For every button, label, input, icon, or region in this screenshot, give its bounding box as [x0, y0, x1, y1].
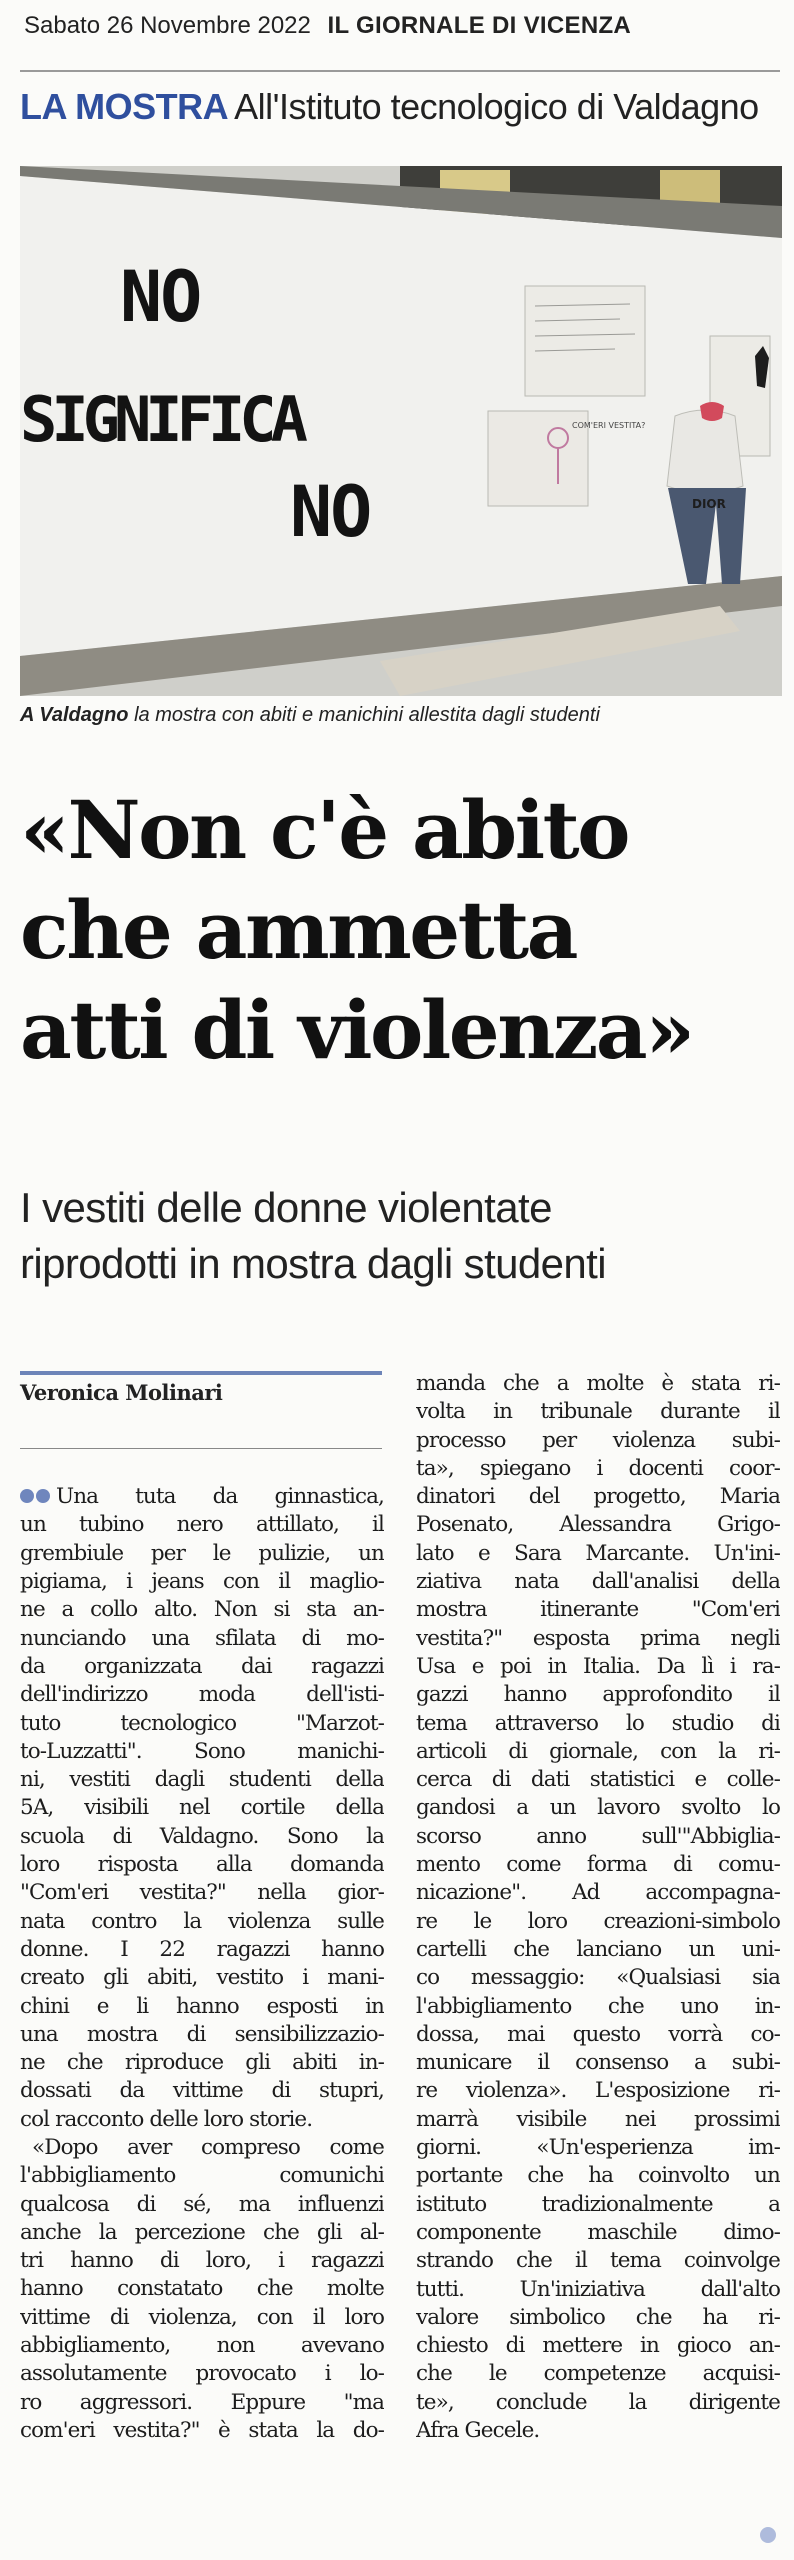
body-line: pigiama, i jeans con il maglio-: [20, 1569, 384, 1595]
body-line: "Com'eri vestita?" nella gior-: [20, 1880, 384, 1906]
headline-line-1: «Non c'è abito: [20, 783, 628, 877]
body-line: strando che il tema coinvolge: [416, 2248, 780, 2274]
body-line: assolutamente provocato i lo-: [20, 2361, 384, 2387]
exhibition-photo-illustration: [20, 166, 782, 696]
body-line: manda che a molte è stata ri-: [416, 1371, 780, 1396]
body-line: com'eri vestita?" è stata la do-: [20, 2417, 384, 2443]
body-line: col racconto delle loro storie.: [20, 2106, 313, 2132]
body-line: dell'indirizzo moda dell'isti-: [20, 1682, 384, 1708]
body-line: processo per violenza subi-: [416, 1427, 780, 1453]
poster-text: COM'ERI VESTITA?: [572, 421, 646, 430]
body-line: hanno constatato che molte: [20, 2276, 384, 2302]
body-line: re le loro creazioni-simbolo: [416, 1908, 780, 1934]
body-line: donne. I 22 ragazzi hanno: [20, 1936, 384, 1962]
body-line: co messaggio: «Qualsiasi sia: [416, 1965, 780, 1991]
body-line: ro aggressori. Eppure "ma: [20, 2389, 384, 2415]
body-line: nunciando una sfilata di mo-: [20, 1625, 384, 1651]
subheadline: [20, 1180, 780, 1292]
body-line: valore simbolico che ha ri-: [416, 2304, 780, 2330]
headline: [20, 780, 780, 1080]
body-line: una mostra di sensibilizzazio-: [20, 2021, 384, 2047]
jeans-label: DIOR: [692, 497, 726, 511]
section-kicker: [20, 86, 780, 136]
body-line: tutti. Un'iniziativa dall'alto: [416, 2276, 780, 2302]
body-line: dossati da vittime di stupri,: [20, 2078, 384, 2104]
body-line: lato e Sara Marcante. Un'ini-: [416, 1540, 780, 1566]
byline-accent-bar: [20, 1371, 382, 1375]
body-line: cerca di dati statistici e colle-: [416, 1767, 780, 1793]
body-line: tri hanno di loro, i ragazzi: [20, 2248, 384, 2274]
body-line: dinatori del progetto, Maria: [416, 1484, 780, 1510]
body-line: mento come forma di comu-: [416, 1852, 780, 1878]
body-line: tuto tecnologico "Marzot-: [20, 1710, 384, 1736]
body-line: gazzi hanno approfondito il: [416, 1682, 780, 1708]
body-line: marrà visibile nei prossimi: [416, 2106, 780, 2132]
byline-rule: [20, 1448, 382, 1449]
body-line: qualcosa di sé, ma influenzi: [20, 2191, 384, 2217]
body-line: Usa e poi in Italia. Da lì i ra-: [416, 1653, 780, 1679]
body-line: componente maschile dimo-: [416, 2219, 780, 2245]
body-line: re violenza». L'esposizione ri-: [416, 2078, 780, 2104]
body-line: giorni. «Un'esperienza im-: [416, 2135, 780, 2161]
body-line: l'abbigliamento che uno in-: [416, 1993, 780, 2019]
body-line: ta», spiegano i docenti coor-: [416, 1455, 780, 1481]
body-line: articoli di giornale, con la ri-: [416, 1738, 780, 1764]
body-line: da organizzata dai ragazzi: [20, 1653, 384, 1679]
body-line: anche la percezione che gli al-: [20, 2219, 384, 2245]
article-photo: [20, 166, 782, 696]
body-line: un tubino nero attillato, il: [20, 1512, 384, 1538]
body-line: che le competenze acquisi-: [416, 2361, 780, 2387]
kicker-text: All'Istituto tecnologico di Valdagno: [234, 86, 759, 127]
body-line: volta in tribunale durante il: [416, 1399, 780, 1425]
body-line: cartelli che lanciano un uni-: [416, 1936, 780, 1962]
body-line: 5A, visibili nel cortile della: [20, 1795, 384, 1821]
masthead: [24, 12, 780, 52]
sign-line-3: NO: [290, 471, 371, 553]
body-line: chiesto di mettere in gioco an-: [416, 2333, 780, 2359]
article-column-2: [416, 1370, 780, 2445]
body-line: dossa, mai questo vorrà co-: [416, 2021, 780, 2047]
caption-text: la mostra con abiti e manichini allestita dagli studenti: [128, 704, 600, 726]
body-line: municare il consenso a subi-: [416, 2050, 780, 2076]
body-line: istituto tradizionalmente a: [416, 2191, 780, 2217]
body-line: nata contro la violenza sulle: [20, 1908, 384, 1934]
body-line: to-Luzzatti". Sono manichi-: [20, 1738, 384, 1764]
subhead-line-1: I vestiti delle donne violentate: [20, 1184, 552, 1231]
body-line: scuola di Valdagno. Sono la: [20, 1823, 384, 1849]
caption-lead: A Valdagno: [20, 704, 129, 726]
body-line: l'abbigliamento comunichi: [20, 2163, 384, 2189]
end-of-article-dot-icon: [760, 2527, 776, 2543]
issue-date: Sabato 26 Novembre 2022: [24, 12, 311, 39]
body-line: grembiule per le pulizie, un: [20, 1540, 384, 1566]
body-line: loro risposta alla domanda: [20, 1852, 384, 1878]
body-line: ziativa nata dall'analisi della: [416, 1569, 780, 1595]
body-line: portante che ha coinvolto un: [416, 2163, 780, 2189]
kicker-label: LA MOSTRA: [20, 86, 229, 127]
body-line: ni, vestiti dagli studenti della: [20, 1767, 384, 1793]
article-column-1: [20, 1483, 384, 2445]
sign-line-2: SIGNIFICA: [20, 383, 302, 456]
body-line: vittime di violenza, con il loro: [20, 2304, 384, 2330]
byline: Veronica Molinari: [20, 1380, 223, 1405]
subhead-line-2: riprodotti in mostra dagli studenti: [20, 1240, 606, 1287]
body-line: Una tuta da ginnastica,: [20, 1483, 384, 1511]
body-line: mostra itinerante "Com'eri: [416, 1597, 780, 1623]
body-line: abbigliamento, non avevano: [20, 2333, 384, 2359]
body-line: ne che riproduce gli abiti in-: [20, 2050, 384, 2076]
body-line: vestita?" esposta prima negli: [416, 1625, 780, 1651]
body-line: Afra Gecele.: [416, 2417, 540, 2443]
body-line: te», conclude la dirigente: [416, 2389, 780, 2415]
body-line: gandosi a un lavoro svolto lo: [416, 1795, 780, 1821]
headline-line-2: che ammetta: [20, 883, 576, 977]
body-line: tema attraverso lo studio di: [416, 1710, 780, 1736]
body-line: nicazione". Ad accompagna-: [416, 1880, 780, 1906]
sign-line-1: NO: [120, 256, 201, 338]
headline-line-3: atti di violenza»: [20, 983, 693, 1077]
body-line: Posenato, Alessandra Grigo-: [416, 1512, 780, 1538]
body-line: scorso anno sull'"Abbiglia-: [416, 1823, 780, 1849]
body-line: ne a collo alto. Non si sta an-: [20, 1597, 384, 1623]
body-line: creato gli abiti, vestito i mani-: [20, 1965, 384, 1991]
body-line: «Dopo aver compreso come: [32, 2134, 384, 2160]
masthead-rule: [20, 70, 780, 72]
body-line: chini e li hanno esposti in: [20, 1993, 384, 2019]
newspaper-name: IL GIORNALE DI VICENZA: [327, 12, 632, 39]
photo-caption: [20, 704, 780, 734]
lead-dots-icon: [20, 1483, 52, 1511]
